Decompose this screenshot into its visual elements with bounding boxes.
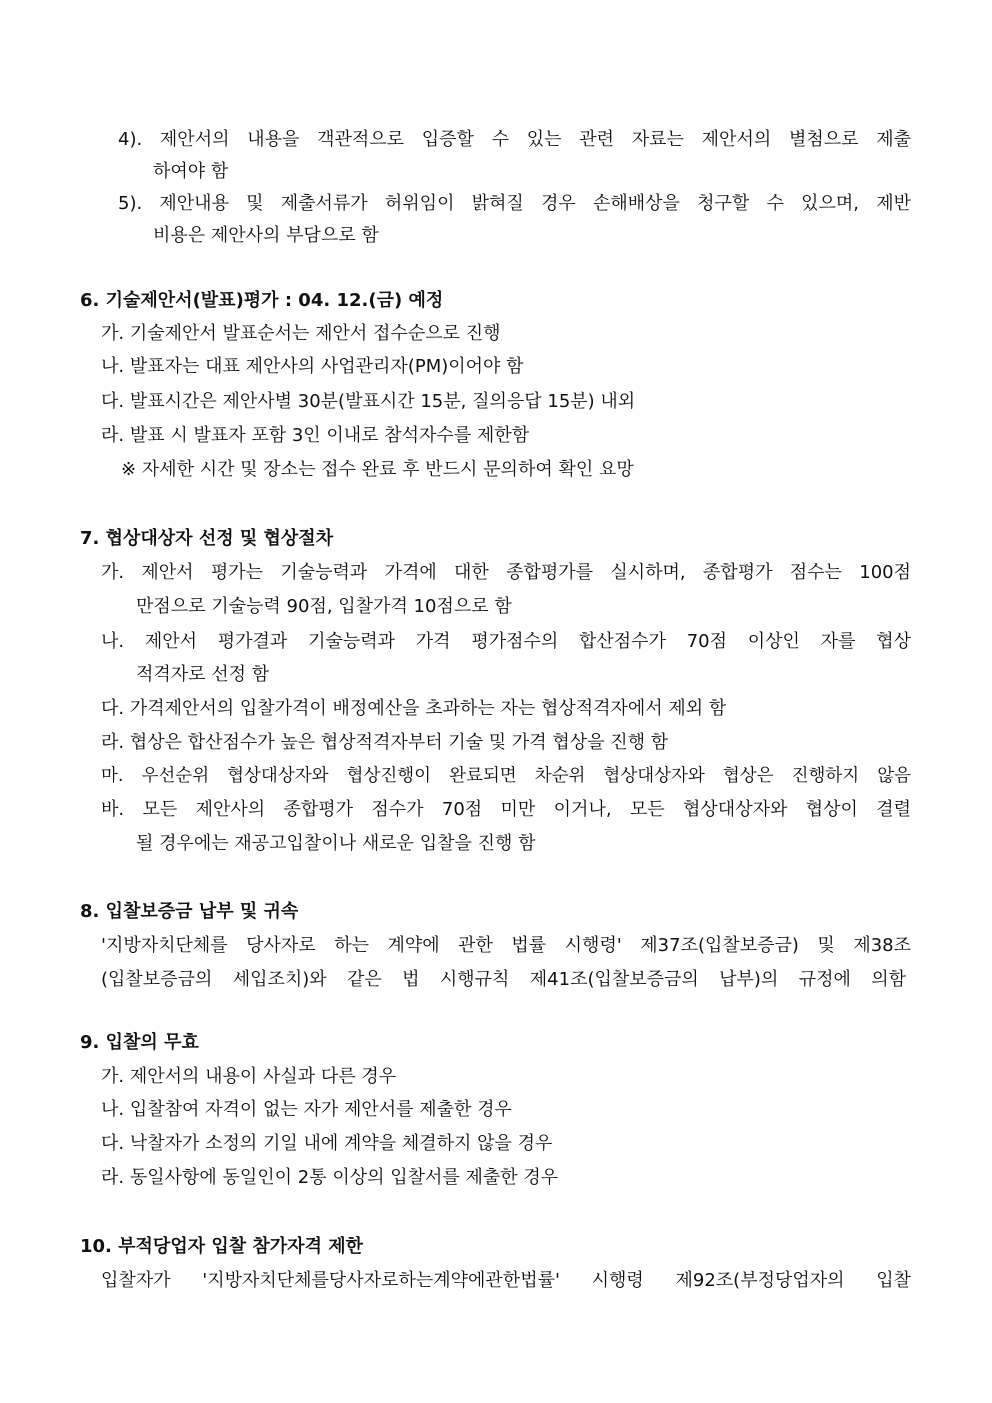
section-10-line: 입찰자가 '지방자치단체를당사자로하는계약에관한법률' 시행령 제92조(부정당업자의 입찰 bbox=[101, 1270, 911, 1291]
section-7-line: 다. 가격제안서의 입찰가격이 배정예산을 초과하는 자는 협상적격자에서 제외 함 bbox=[101, 698, 727, 719]
section-6-item: 라. 발표 시 발표자 포함 3인 이내로 참석자수를 제한함 bbox=[101, 425, 530, 446]
section-7-line: 만점으로 기술능력 90점, 입찰가격 10점으로 함 bbox=[136, 596, 512, 617]
section-9-item: 다. 낙찰자가 소정의 기일 내에 계약을 체결하지 않을 경우 bbox=[101, 1133, 553, 1154]
section-8-line: (입찰보증금의 세입조치)와 같은 법 시행규칙 제41조(입찰보증금의 납부)의 규정에 의함 bbox=[101, 969, 906, 990]
section-7-line: 라. 협상은 합산점수가 높은 협상적격자부터 기술 및 가격 협상을 진행 함 bbox=[101, 732, 669, 753]
section-6-item: 나. 발표자는 대표 제안사의 사업관리자(PM)이어야 함 bbox=[101, 356, 524, 377]
item-4-line-1: 4). 제안서의 내용을 객관적으로 입증할 수 있는 관련 자료는 제안서의 별첨으로 제출 bbox=[118, 129, 911, 150]
section-9-item: 가. 제안서의 내용이 사실과 다른 경우 bbox=[101, 1066, 397, 1087]
section-7-line: 바. 모든 제안사의 종합평가 점수가 70점 미만 이거나, 모든 협상대상자와 협상이 결렬 bbox=[101, 799, 911, 820]
section-8-line: '지방자치단체를 당사자로 하는 계약에 관한 법률 시행령' 제37조(입찰보증금) 및 제38조 bbox=[101, 935, 911, 956]
section-7-line: 마. 우선순위 협상대상자와 협상진행이 완료되면 차순위 협상대상자와 협상은 진행하지 않음 bbox=[101, 766, 911, 786]
section-9-heading: 9. 입찰의 무효 bbox=[80, 1032, 199, 1053]
section-9-item: 나. 입찰참여 자격이 없는 자가 제안서를 제출한 경우 bbox=[101, 1099, 512, 1120]
item-4-line-2: 하여야 함 bbox=[153, 161, 229, 182]
item-5-line-2: 비용은 제안사의 부담으로 함 bbox=[153, 225, 379, 246]
section-6-note: ※ 자세한 시간 및 장소는 접수 완료 후 반드시 문의하여 확인 요망 bbox=[121, 459, 634, 480]
item-5-line-1: 5). 제안내용 및 제출서류가 허위임이 밝혀질 경우 손해배상을 청구할 수 있으며, 제반 bbox=[118, 193, 911, 214]
section-7-heading: 7. 협상대상자 선정 및 협상절차 bbox=[80, 528, 334, 549]
section-7-line: 적격자로 선정 함 bbox=[136, 664, 270, 685]
section-10-heading: 10. 부적당업자 입찰 참가자격 제한 bbox=[80, 1236, 363, 1257]
section-6-item: 다. 발표시간은 제안사별 30분(발표시간 15분, 질의응답 15분) 내외 bbox=[101, 391, 636, 412]
section-7-line: 될 경우에는 재공고입찰이나 새로운 입찰을 진행 함 bbox=[136, 833, 536, 854]
section-7-line: 나. 제안서 평가결과 기술능력과 가격 평가점수의 합산점수가 70점 이상인 자를 협상 bbox=[101, 631, 911, 652]
section-6-heading: 6. 기술제안서(발표)평가 : 04. 12.(금) 예정 bbox=[80, 290, 444, 311]
section-8-heading: 8. 입찰보증금 납부 및 귀속 bbox=[80, 901, 299, 922]
section-6-item: 가. 기술제안서 발표순서는 제안서 접수순으로 진행 bbox=[101, 323, 501, 344]
section-7-line: 가. 제안서 평가는 기술능력과 가격에 대한 종합평가를 실시하며, 종합평가 점수는 100점 bbox=[101, 562, 911, 583]
section-9-item: 라. 동일사항에 동일인이 2통 이상의 입찰서를 제출한 경우 bbox=[101, 1167, 559, 1188]
